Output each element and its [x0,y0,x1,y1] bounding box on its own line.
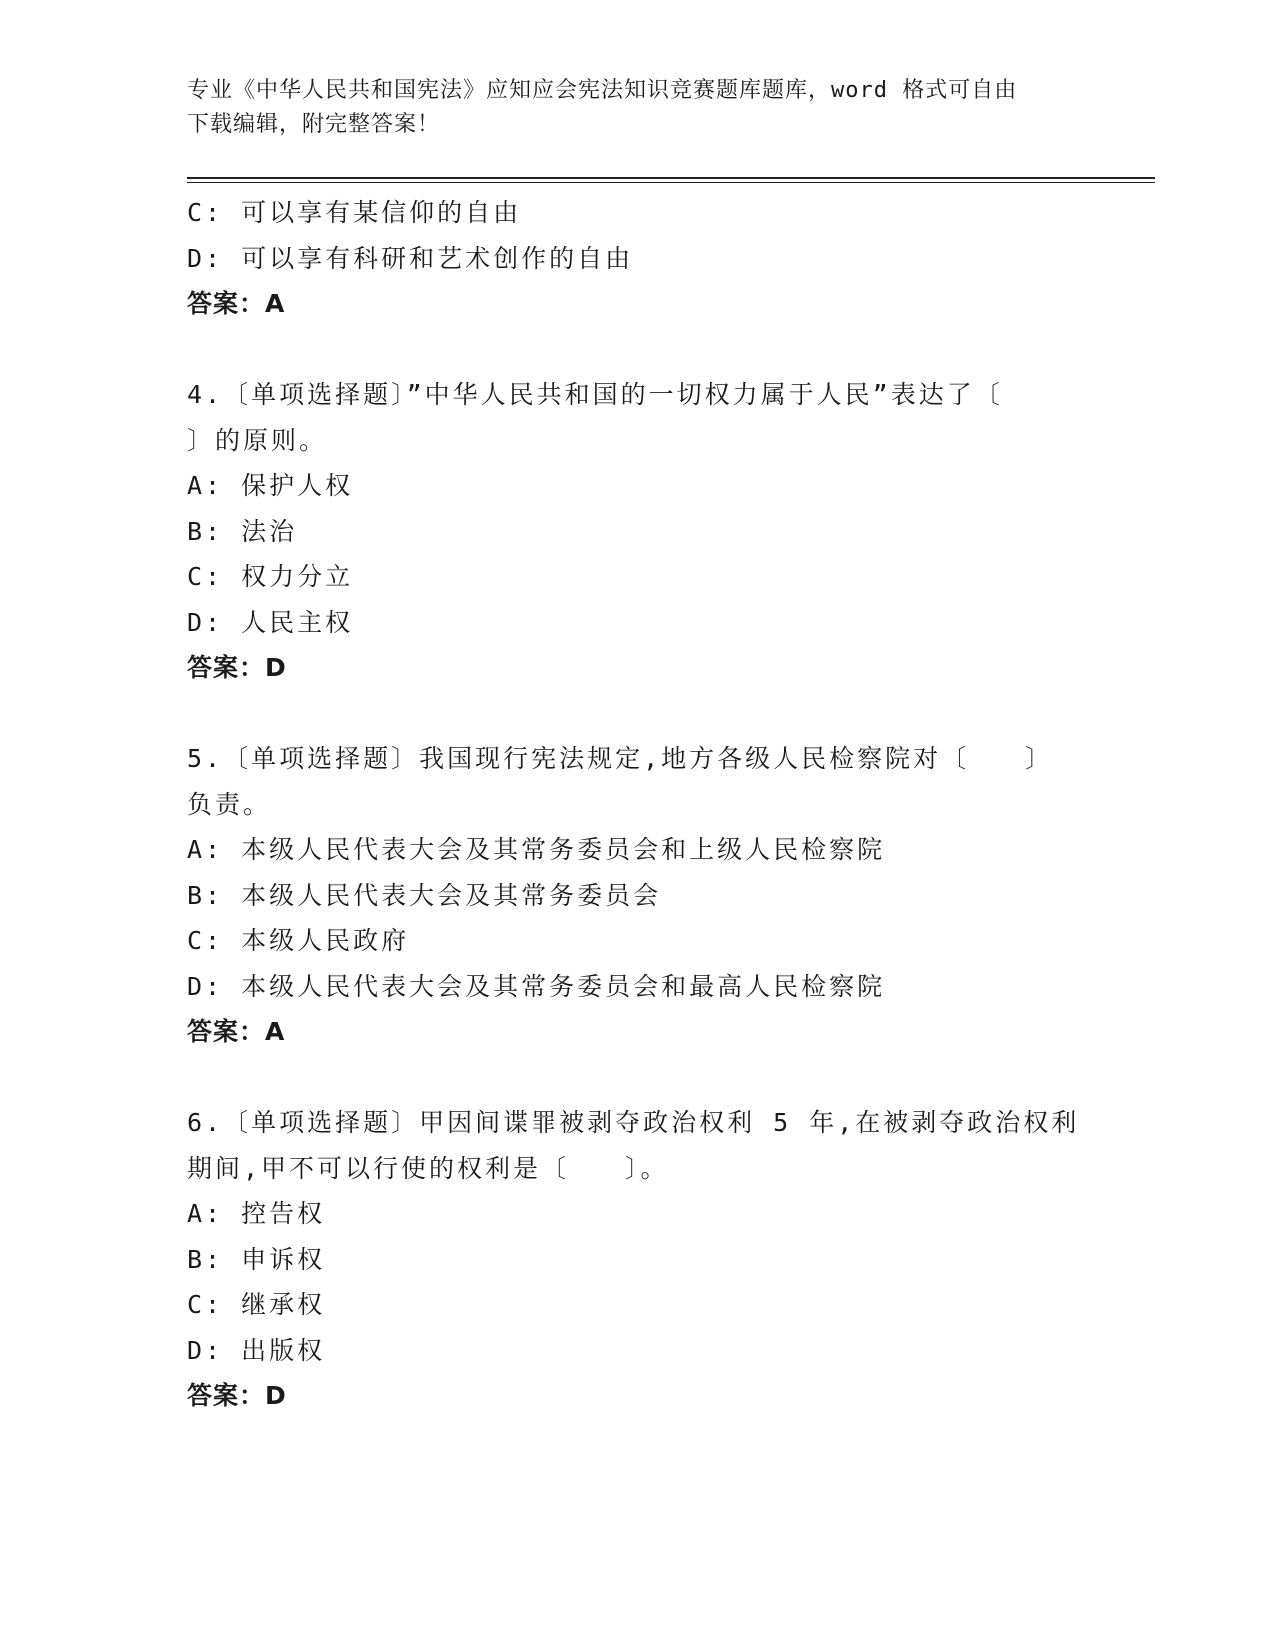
option-b: B: 法治 [187,516,298,546]
answer-line: 答案：D [187,653,287,682]
option-d: D: 人民主权 [187,607,354,637]
option-d: D: 出版权 [187,1335,326,1365]
answer-line: 答案：D [187,1381,287,1410]
option-c: C: 本级人民政府 [187,926,410,955]
option-a: A: 本级人民代表大会及其常务委员会和上级人民检察院 [187,835,886,864]
option-c: C: 继承权 [187,1290,326,1319]
answer-line: 答案：A [187,289,286,318]
option-d: D: 可以享有科研和艺术创作的自由 [187,243,634,273]
option-a: A: 控告权 [187,1199,326,1228]
option-c: C: 可以享有某信仰的自由 [187,198,522,227]
question-stem-line-1: 6.〔单项选择题〕甲因间谍罪被剥夺政治权利 5 年,在被剥夺政治权利 [187,1108,1080,1137]
document-body [187,190,1087,1419]
option-b: B: 申诉权 [187,1244,326,1274]
header-line-1: 专业《中华人民共和国宪法》应知应会宪法知识竞赛题库题库，word 格式可自由 [187,78,1018,103]
option-a: A: 保护人权 [187,471,354,500]
header-divider-thin [187,182,1155,183]
option-c: C: 权力分立 [187,562,354,591]
question-stem-line-2: 负责。 [187,789,272,819]
answer-line: 答案：A [187,1017,286,1046]
question-stem-line-2: 期间,甲不可以行使的权利是〔 〕。 [187,1153,669,1183]
header-divider-thick [187,177,1155,179]
option-b: B: 本级人民代表大会及其常务委员会 [187,880,662,910]
question-block-3 [187,190,1087,327]
document-header [187,74,1087,142]
header-line-2: 下载编辑，附完整答案！ [187,112,441,137]
question-block-4 [187,372,1087,691]
question-stem-line-2: 〕的原则。 [187,425,328,455]
question-stem-line-1: 4.〔单项选择题〕”中华人民共和国的一切权力属于人民”表达了〔 [187,380,1003,409]
question-block-6 [187,1100,1087,1419]
option-d: D: 本级人民代表大会及其常务委员会和最高人民检察院 [187,971,886,1001]
question-block-5 [187,736,1087,1055]
question-stem-line-1: 5.〔单项选择题〕我国现行宪法规定,地方各级人民检察院对〔 〕 [187,744,1054,773]
